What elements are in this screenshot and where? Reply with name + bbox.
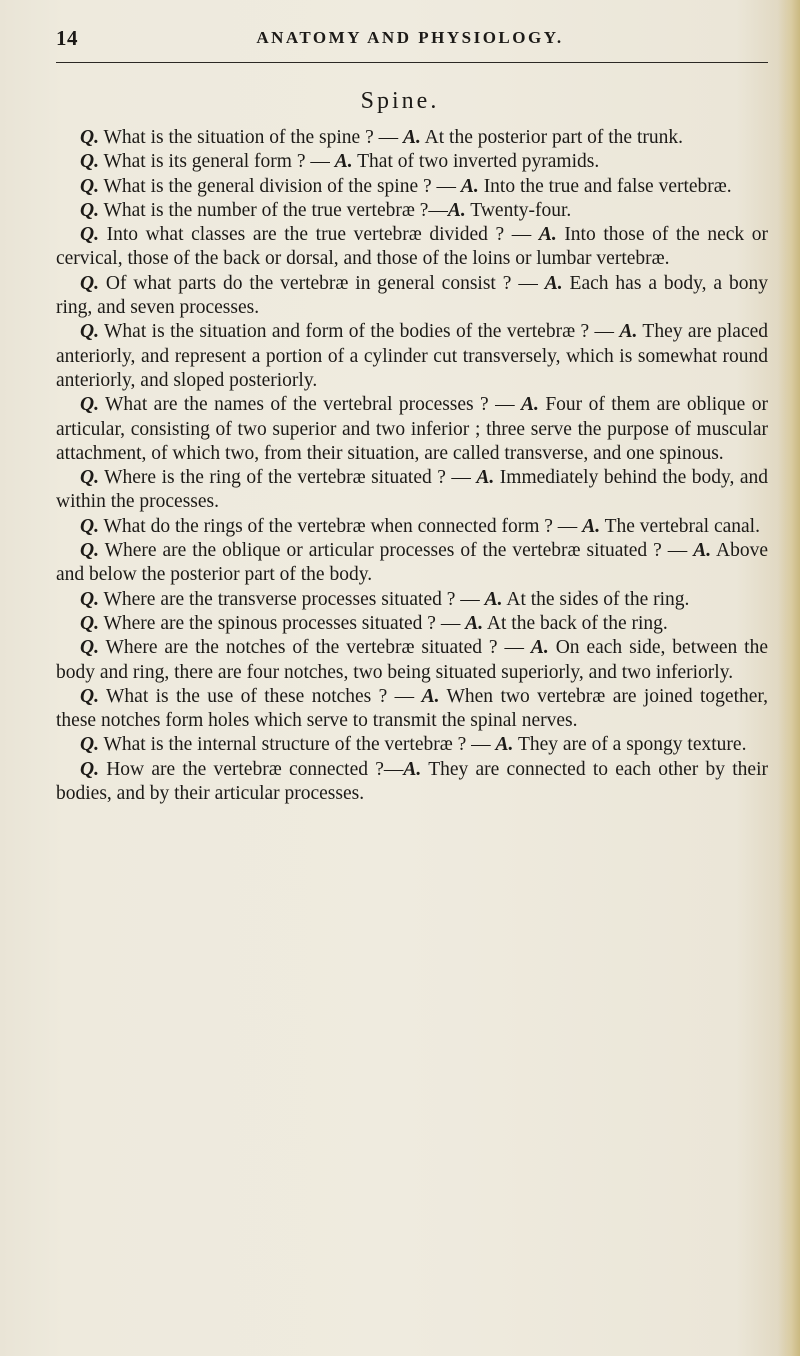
answer-marker: A.: [521, 394, 539, 416]
qa-item: [56, 126, 768, 150]
question-marker: Q.: [80, 175, 99, 197]
question-marker: Q.: [80, 515, 99, 537]
question-marker: Q.: [80, 224, 99, 246]
question-marker: Q.: [80, 199, 99, 221]
question-text: Of what parts do the vertebræ in general consist ? —: [105, 272, 545, 294]
answer-marker: A.: [460, 175, 479, 197]
question-text: What is the use of these notches ? —: [106, 685, 422, 707]
answer-marker: A.: [693, 540, 712, 562]
question-text: How are the vertebræ connected ?—: [106, 758, 404, 780]
qa-item: [56, 320, 768, 393]
question-text: What do the rings of the vertebræ when connected form ? —: [103, 515, 583, 537]
answer-text: Into the true and false vertebræ.: [478, 175, 732, 197]
answer-marker: A.: [538, 224, 557, 246]
question-marker: Q.: [80, 321, 99, 343]
answer-marker: A.: [476, 467, 495, 489]
question-text: Where are the transverse processes situated ? —: [103, 588, 485, 610]
question-text: Where are the notches of the vertebræ situated ? —: [105, 637, 531, 659]
answer-text: On each side, between the body and ring, there are four notches, two being situated superiorly, and two inferiorly.: [56, 637, 768, 683]
qa-item: [56, 393, 768, 466]
header-rule: [56, 62, 768, 63]
question-marker: Q.: [80, 467, 99, 489]
qa-item: [56, 588, 768, 612]
question-text: What is the situation of the spine ? —: [103, 127, 403, 148]
answer-marker: A.: [403, 758, 422, 780]
qa-item: [56, 223, 768, 272]
question-text: What is the situation and form of the bodies of the vertebræ ? —: [104, 321, 620, 343]
answer-marker: A.: [495, 734, 514, 756]
qa-item: [56, 199, 768, 223]
answer-text: They are of a spongy texture.: [513, 734, 747, 756]
answer-text: Immediately behind the body, and within the processes.: [56, 467, 768, 513]
answer-text: They are placed anteriorly, and represent a portion of a cylinder cut transversely, which is somewhat round anteriorly, and sloped posteriorly.: [56, 321, 769, 391]
qa-item: [56, 150, 768, 174]
question-text: What is the general division of the spine ? —: [103, 175, 461, 197]
question-marker: Q.: [80, 758, 99, 780]
answer-marker: A.: [619, 321, 638, 343]
question-text: What is its general form ? —: [103, 151, 335, 173]
question-marker: Q.: [80, 272, 99, 294]
question-text: Where is the ring of the vertebræ situated ? —: [104, 467, 477, 489]
qa-item: [56, 612, 768, 636]
answer-text: Each has a body, a bony ring, and seven processes.: [56, 272, 768, 319]
question-text: What are the names of the vertebral processes ? —: [105, 394, 522, 416]
answer-marker: A.: [484, 588, 503, 610]
question-marker: Q.: [80, 685, 99, 707]
answer-text: That of two inverted pyramids.: [352, 151, 600, 173]
question-marker: Q.: [80, 540, 99, 562]
answer-text: Twenty-four.: [465, 199, 572, 221]
answer-text: The vertebral canal.: [600, 515, 760, 537]
page-number: 14: [56, 26, 78, 50]
qa-item: [56, 758, 768, 807]
question-text: What is the number of the true vertebræ ?—: [103, 199, 448, 221]
question-marker: Q.: [80, 151, 99, 173]
answer-text: At the posterior part of the trunk.: [420, 127, 683, 148]
page-header: [56, 26, 776, 56]
question-text: Where are the oblique or articular processes of the vertebræ situated ? —: [104, 540, 694, 562]
answer-text: At the back of the ring.: [483, 612, 668, 634]
qa-item: [56, 685, 768, 734]
answer-marker: A.: [530, 637, 549, 659]
question-marker: Q.: [80, 127, 99, 148]
question-text: What is the internal structure of the vertebræ ? —: [103, 734, 496, 756]
qa-item: [56, 272, 768, 321]
qa-item: [56, 515, 768, 539]
answer-text: Four of them are oblique or articular, consisting of two superior and two inferior ; three serve the purpose of muscular attachment, of which two, from their situation, are called transverse, and one spinous.: [56, 394, 768, 464]
answer-marker: A.: [421, 685, 440, 707]
qa-item: [56, 636, 768, 685]
answer-marker: A.: [334, 151, 353, 173]
answer-text: They are connected to each other by their bodies, and by their articular processes.: [56, 758, 768, 805]
page-edge-shading: [778, 0, 800, 1356]
answer-text: Into those of the neck or cervical, those of the back or dorsal, and those of the loins or lumbar vertebræ.: [56, 224, 768, 270]
qa-body: [56, 126, 768, 806]
answer-text: Above and below the posterior part of the body.: [56, 540, 768, 586]
question-marker: Q.: [80, 588, 99, 610]
qa-item: [56, 466, 768, 515]
answer-text: When two vertebræ are joined together, these notches form holes which serve to transmit the spinal nerves.: [56, 685, 768, 732]
answer-marker: A.: [465, 612, 484, 634]
answer-marker: A.: [582, 515, 601, 537]
qa-item: [56, 175, 768, 199]
qa-item: [56, 733, 768, 757]
answer-marker: A.: [402, 127, 421, 148]
section-title: Spine.: [360, 88, 440, 114]
qa-item: [56, 539, 768, 588]
question-marker: Q.: [80, 394, 99, 416]
answer-marker: A.: [447, 199, 466, 221]
question-text: Into what classes are the true vertebræ divided ? —: [106, 224, 539, 246]
question-text: Where are the spinous processes situated ? —: [103, 612, 466, 634]
answer-marker: A.: [544, 272, 563, 294]
question-marker: Q.: [80, 734, 99, 756]
question-marker: Q.: [80, 612, 99, 634]
question-marker: Q.: [80, 637, 99, 659]
running-head: ANATOMY AND PHYSIOLOGY.: [256, 28, 564, 47]
answer-text: At the sides of the ring.: [502, 588, 690, 610]
